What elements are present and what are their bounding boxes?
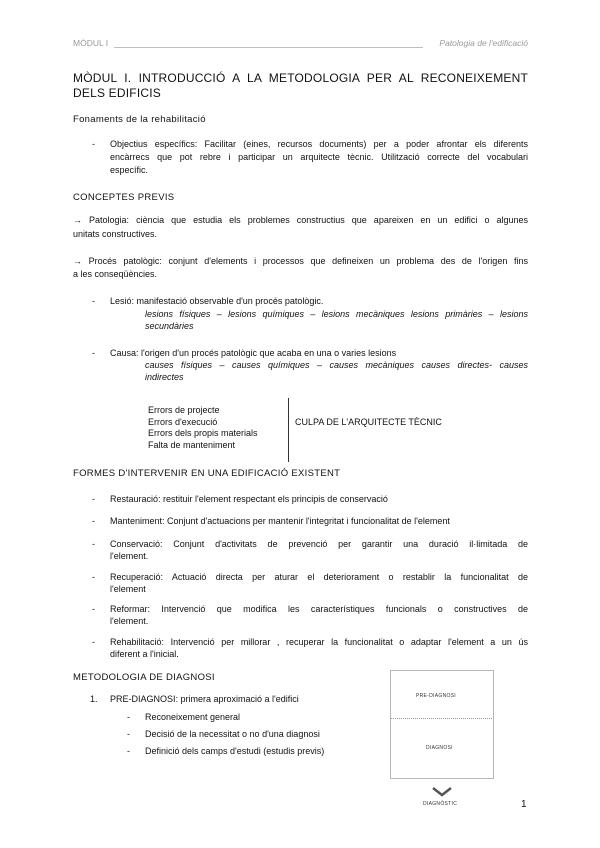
header-rule: [114, 47, 423, 48]
prediagnosi-subitem: Reconeixement general: [145, 712, 241, 722]
bullet-dash: -: [92, 516, 95, 526]
formes-heading: FORMES D'INTERVENIR EN UNA EDIFICACIÓ EXISTENT: [73, 468, 341, 479]
numbered-item-marker: 1.: [90, 694, 98, 704]
diagnosis-diagram-frame: [390, 670, 494, 779]
errors-item: Errors dels propis materials: [148, 428, 258, 438]
prediagnosi-subitem: Definició dels camps d'estudi (estudis previs): [145, 746, 325, 756]
patologia-line1: → Patologia: ciència que estudia els problemes constructius que apareixen en un edifici o algunes: [73, 215, 528, 225]
bullet-dash: -: [92, 494, 95, 504]
fonaments-heading: Fonaments de la rehabilitació: [73, 114, 206, 125]
page-title-line2: DELS EDIFICIS: [73, 86, 161, 100]
page-number: 1: [521, 799, 527, 810]
forma-item-rehabilitacio-cont: diferent a l'inicial.: [110, 649, 179, 659]
causa-definition: Causa: l'origen d'un procés patològic que acaba en una o varies lesions: [110, 348, 397, 358]
objectius-line1: Objectius específics: Facilitar (eines, recursos documents) per a poder afrontar els diferents: [110, 139, 528, 149]
forma-item-recuperacio: Recuperació: Actuació directa per aturar el deteriorament o restablir la funcionalitat de: [110, 572, 528, 582]
lesio-types-line1: lesions físiques – lesions químiques – lesions mecàniques lesions primàries – lesions: [145, 309, 528, 319]
patologia-line2: unitats constructives.: [73, 229, 158, 239]
proces-line1: → Procés patològic: conjunt d'elements i processos que defineixen un problema des de l'origen fins: [73, 256, 528, 266]
bullet-dash: -: [92, 572, 95, 582]
proces-line2: a les conseqüències.: [73, 269, 158, 279]
errors-list: [148, 405, 258, 451]
objectius-line2: encàrrecs que pot rebre i participar un arquitecte tècnic. Utilització correcte del vocabulari: [110, 152, 528, 162]
bullet-dash: -: [127, 746, 130, 756]
diagram-label-diagnosi: DIAGNOSI: [426, 745, 453, 751]
prediagnosi-item: PRE-DIAGNOSI: primera aproximació a l'edifici: [110, 694, 299, 704]
diagram-label-diagnostic: DIAGNÒSTIC: [423, 801, 458, 807]
conceptes-heading: CONCEPTES PREVIS: [73, 192, 175, 203]
forma-item-reformar-cont: l'element.: [110, 616, 149, 626]
bullet-dash: -: [127, 729, 130, 739]
forma-item-conservacio: Conservació: Conjunt d'activitats de prevenció per garantir una duració il·limitada de: [110, 539, 528, 549]
errors-item: Errors d'execució: [148, 416, 218, 427]
culpa-label: CULPA DE L'ARQUITECTE TÈCNIC: [295, 417, 442, 427]
bullet-dash: -: [92, 637, 95, 647]
prediagnosi-subitem: Decisió de la necessitat o no d'una diagnosi: [145, 729, 320, 739]
bullet-dash: -: [127, 712, 130, 722]
forma-item-reformar: Reformar: Intervenció que modifica les característiques funcionals o constructives de: [110, 604, 528, 614]
errors-item: Errors de projecte: [148, 405, 220, 415]
forma-item-manteniment: Manteniment: Conjunt d'actuacions per mantenir l'integritat i funcionalitat de l'element: [110, 516, 450, 526]
diagnosis-diagram-separator: [391, 718, 492, 719]
forma-item-conservacio-cont: l'element.: [110, 551, 149, 561]
header-module-label: MÒDUL I: [73, 38, 109, 48]
bullet-dash: -: [92, 604, 95, 614]
causa-types-line2: indirectes: [145, 372, 184, 382]
forma-item-restauracio: Restauració: restituir l'element respectant els principis de conservació: [110, 494, 388, 504]
lesio-types-line2: secundàries: [145, 321, 194, 331]
forma-item-rehabilitacio: Rehabilitació: Intervenció per millorar , recuperar la funcionalitat o adaptar l'element a un ús: [110, 637, 528, 647]
bullet-dash: -: [92, 296, 95, 306]
bullet-dash: -: [92, 348, 95, 358]
bullet-dash: -: [92, 539, 95, 549]
errors-item: Falta de manteniment: [148, 439, 236, 450]
forma-item-recuperacio-cont: l'element: [110, 584, 146, 594]
objectius-line3: específic.: [110, 165, 149, 175]
metodologia-heading: METODOLOGIA DE DIAGNOSI: [73, 672, 215, 683]
chevron-down-icon: [431, 786, 453, 798]
errors-divider: [288, 398, 289, 462]
page-title-line1: MÒDUL I. INTRODUCCIÓ A LA METODOLOGIA PER AL RECONEIXEMENT: [73, 71, 528, 85]
bullet-dash: -: [92, 139, 95, 149]
causa-types-line1: causes físiques – causes químiques – causes mecàniques causes directes- causes: [145, 360, 528, 370]
diagram-label-prediagnosi: PRE-DIAGNOSI: [416, 693, 456, 699]
header-subject-label: Patologia de l'edificació: [439, 38, 528, 48]
lesio-definition: Lesió: manifestació observable d'un procés patològic.: [110, 296, 324, 306]
